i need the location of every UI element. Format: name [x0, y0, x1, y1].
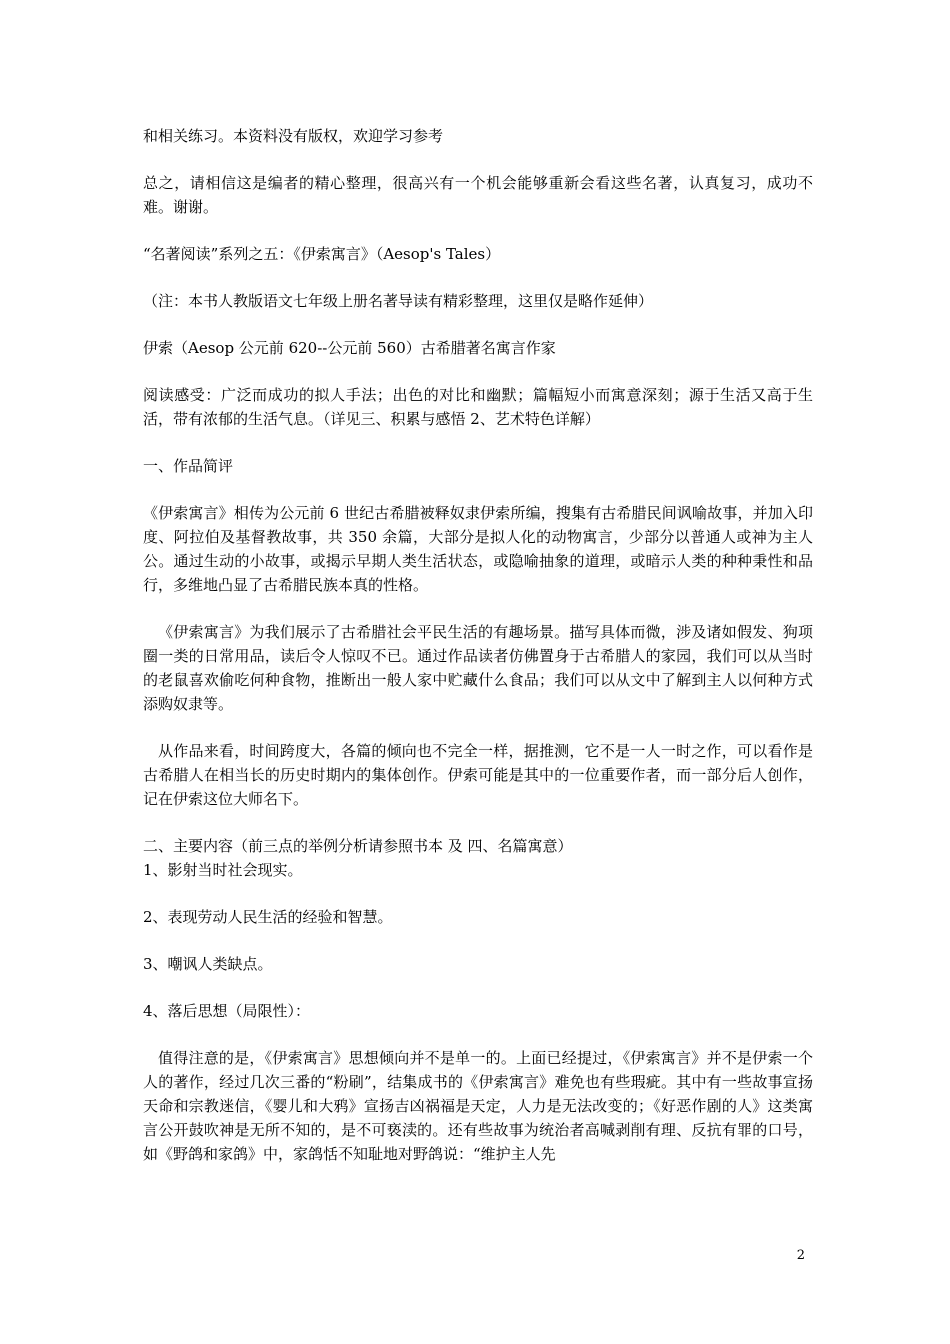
content-item-2: 2、表现劳动人民生活的经验和智慧。 [143, 908, 393, 926]
review-paragraph-3: 从作品来看，时间跨度大，各篇的倾向也不完全一样，据推测，它不是一人一时之作，可以看作是古希腊人在相当长的历史时期内的集体创作。伊索可能是其中的一位重要作者，而一部分后人创作，记在伊索这位大师名下。 [143, 742, 813, 808]
summary-paragraph: 总之，请相信这是编者的精心整理，很高兴有一个机会能够重新会看这些名著，认真复习，成功不难。谢谢。 [143, 174, 813, 216]
page-number: 2 [796, 1248, 805, 1263]
document-body [143, 124, 813, 1189]
series-title: “名著阅读”系列之五：《伊索寓言》（Aesop's Tales） [143, 245, 501, 263]
note-paragraph: （注：本书人教版语文七年级上册名著导读有精彩整理，这里仅是略作延伸） [143, 292, 654, 310]
reading-impression: 阅读感受：广泛而成功的拟人手法；出色的对比和幽默；篇幅短小而寓意深刻；源于生活又高于生活，带有浓郁的生活气息。（详见三、积累与感悟 2、艺术特色详解） [143, 386, 813, 428]
limitation-paragraph: 值得注意的是，《伊索寓言》思想倾向并不是单一的。上面已经提过，《伊索寓言》并不是伊索一个人的著作，经过几次三番的“粉刷”，结集成书的《伊索寓言》难免也有些瑕疵。其中有一些故事宣扬天命和宗教迷信，《婴儿和大鸦》宣扬吉凶祸福是天定，人力是无法改变的；《好恶作剧的人》这类寓言公开鼓吹神是无所不知的，是不可亵渎的。还有些故事为统治者高喊剥削有理、反抗有罪的口号，如《野鸽和家鸽》中，家鸽恬不知耻地对野鸽说：“维护主人先 [143, 1049, 813, 1163]
section-heading-content: 二、主要内容（前三点的举例分析请参照书本 及 四、名篇寓意） [143, 837, 573, 855]
content-item-1: 1、影射当时社会现实。 [143, 861, 303, 879]
intro-line: 和相关练习。本资料没有版权，欢迎学习参考 [143, 127, 444, 145]
content-item-3: 3、嘲讽人类缺点。 [143, 955, 273, 973]
author-line: 伊索（Aesop 公元前 620--公元前 560）古希腊著名寓言作家 [143, 339, 556, 357]
review-paragraph-1: 《伊索寓言》相传为公元前 6 世纪古希腊被释奴隶伊索所编，搜集有古希腊民间讽喻故事，并加入印度、阿拉伯及基督教故事，共 350 余篇，大部分是拟人化的动物寓言，少部分以普通人或神为主人公。通过生动的小故事，或揭示早期人类生活状态，或隐喻抽象的道理，或暗示人类的种种秉性和品行，多维地凸显了古希腊民族本真的性格。 [143, 504, 813, 594]
content-item-4: 4、落后思想（局限性）： [143, 1002, 311, 1020]
review-paragraph-2: 《伊索寓言》为我们展示了古希腊社会平民生活的有趣场景。描写具体而微，涉及诸如假发、狗项圈一类的日常用品，读后令人惊叹不已。通过作品读者仿佛置身于古希腊人的家园，我们可以从当时的老鼠喜欢偷吃何种食物，推断出一般人家中贮藏什么食品；我们可以从文中了解到主人以何种方式添购奴隶等。 [143, 623, 813, 713]
section-heading-review: 一、作品简评 [143, 457, 234, 475]
